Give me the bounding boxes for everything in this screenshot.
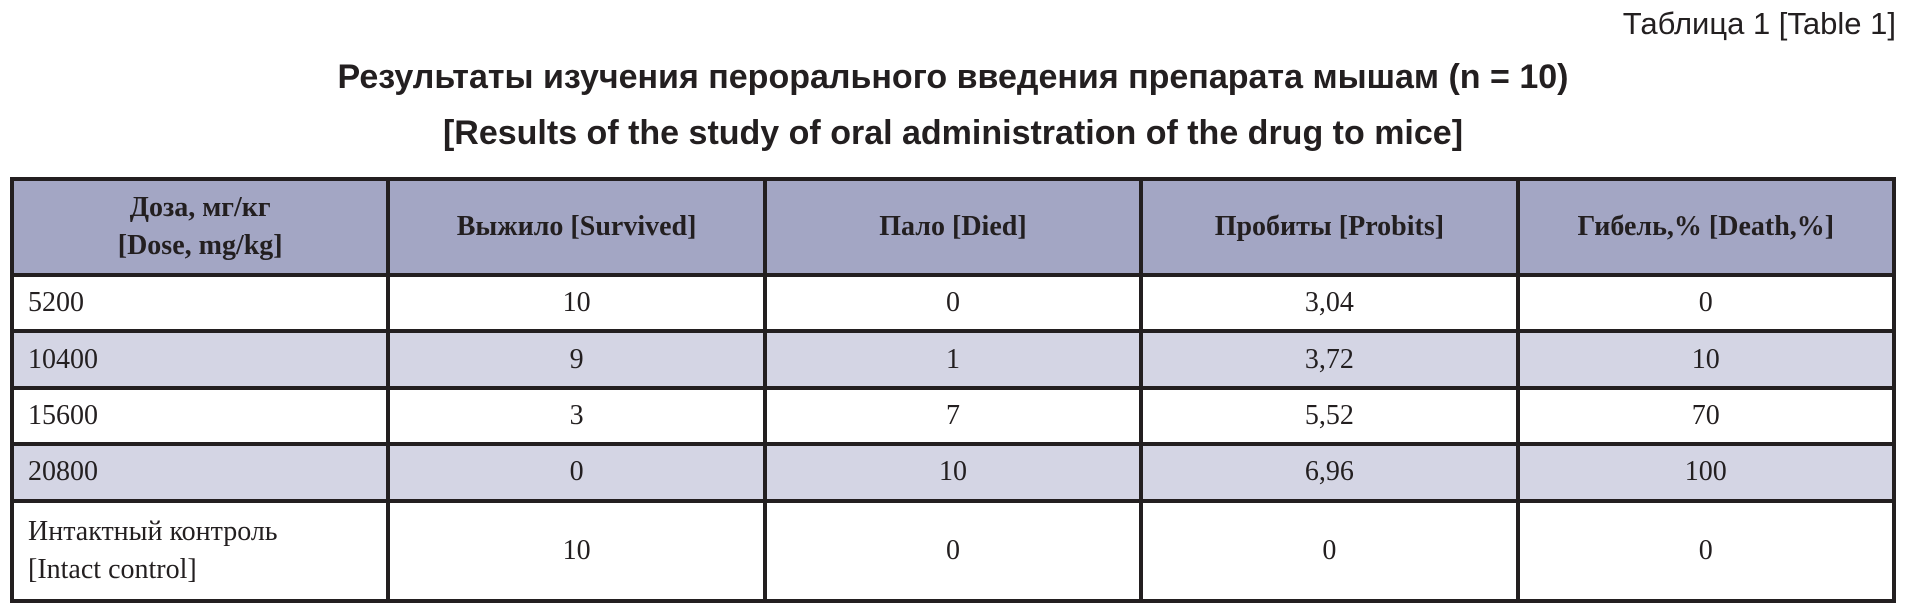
cell-dose: 15600: [12, 388, 388, 444]
header-death-percent: Гибель,% [Death,%]: [1518, 179, 1894, 275]
cell-probits: 0: [1141, 501, 1517, 601]
table-label: Таблица 1 [Table 1]: [1622, 6, 1896, 41]
table-title-russian: Результаты изучения перорального введения препарата мышам (n = 10): [337, 58, 1569, 96]
table-row: [12, 501, 1894, 601]
header-probits: Пробиты [Probits]: [1141, 179, 1517, 275]
table-row: [12, 444, 1894, 500]
cell-survived: 3: [388, 388, 764, 444]
header-row: [12, 179, 1894, 275]
cell-probits: 3,04: [1141, 275, 1517, 331]
cell-death-percent: 70: [1518, 388, 1894, 444]
cell-survived: 9: [388, 331, 764, 387]
header-survived: Выжило [Survived]: [388, 179, 764, 275]
cell-survived: 10: [388, 275, 764, 331]
table-title-english: [Results of the study of oral administration of the drug to mice]: [442, 114, 1464, 152]
cell-survived: 10: [388, 501, 764, 601]
cell-probits: 5,52: [1141, 388, 1517, 444]
header-died: Пало [Died]: [765, 179, 1141, 275]
results-table: [10, 177, 1896, 603]
cell-dose-en: [Intact control]: [28, 553, 197, 585]
cell-dose: 5200: [12, 275, 388, 331]
cell-died: 0: [765, 275, 1141, 331]
cell-death-percent: 100: [1518, 444, 1894, 500]
cell-dose: 10400: [12, 331, 388, 387]
cell-death-percent: 0: [1518, 275, 1894, 331]
header-dose: [12, 179, 388, 275]
cell-death-percent: 10: [1518, 331, 1894, 387]
table-row: [12, 275, 1894, 331]
cell-dose-ru: Интактный контроль: [28, 515, 278, 547]
table-row: [12, 331, 1894, 387]
cell-dose: [12, 501, 388, 601]
cell-probits: 6,96: [1141, 444, 1517, 500]
cell-died: 7: [765, 388, 1141, 444]
header-dose-ru: Доза, мг/кг: [129, 192, 271, 223]
header-dose-en: [Dose, mg/kg]: [117, 230, 283, 261]
cell-died: 1: [765, 331, 1141, 387]
cell-survived: 0: [388, 444, 764, 500]
cell-died: 10: [765, 444, 1141, 500]
cell-died: 0: [765, 501, 1141, 601]
cell-death-percent: 0: [1518, 501, 1894, 601]
cell-probits: 3,72: [1141, 331, 1517, 387]
cell-dose: 20800: [12, 444, 388, 500]
table-row: [12, 388, 1894, 444]
